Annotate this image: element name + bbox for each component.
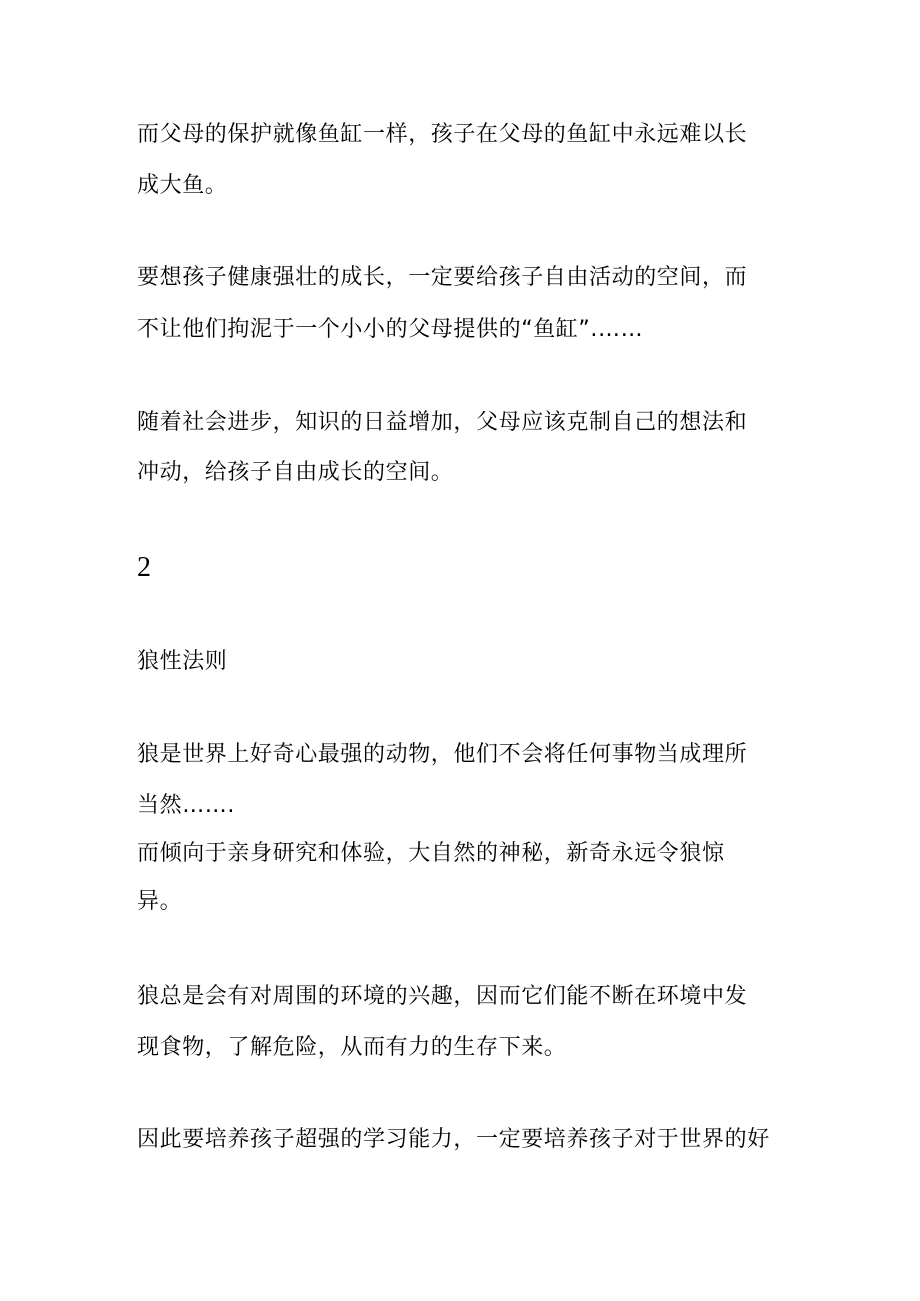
section-paragraph-1-line-2: 当然……. xyxy=(137,793,235,818)
section-paragraph-1-line-4: 异。 xyxy=(137,889,183,914)
section-title: 狼性法则 xyxy=(137,649,228,674)
section-number: 2 xyxy=(137,552,151,583)
paragraph-3-line-1: 随着社会进步，知识的日益增加，父母应该克制自己的想法和 xyxy=(137,410,748,435)
section-paragraph-1-line-3: 而倾向于亲身研究和体验，大自然的神秘，新奇永远令狼惊 xyxy=(137,841,725,866)
section-paragraph-1-line-1: 狼是世界上好奇心最强的动物，他们不会将任何事物当成理所 xyxy=(137,742,748,767)
section-paragraph-2-line-2: 现食物，了解危险，从而有力的生存下来。 xyxy=(137,1035,567,1060)
paragraph-3-line-2: 冲动，给孩子自由成长的空间。 xyxy=(137,460,454,485)
paragraph-2-line-1: 要想孩子健康强壮的成长，一定要给孩子自由活动的空间，而 xyxy=(137,265,748,290)
paragraph-1-line-1: 而父母的保护就像鱼缸一样，孩子在父母的鱼缸中永远难以长 xyxy=(137,122,748,147)
paragraph-1-line-2: 成大鱼。 xyxy=(137,173,228,198)
section-paragraph-3-line-1: 因此要培养孩子超强的学习能力，一定要培养孩子对于世界的好 xyxy=(137,1127,770,1152)
section-paragraph-2-line-1: 狼总是会有对周围的环境的兴趣，因而它们能不断在环境中发 xyxy=(137,984,748,1009)
paragraph-2-line-2: 不让他们拘泥于一个小小的父母提供的“鱼缸”.…… xyxy=(137,317,644,342)
